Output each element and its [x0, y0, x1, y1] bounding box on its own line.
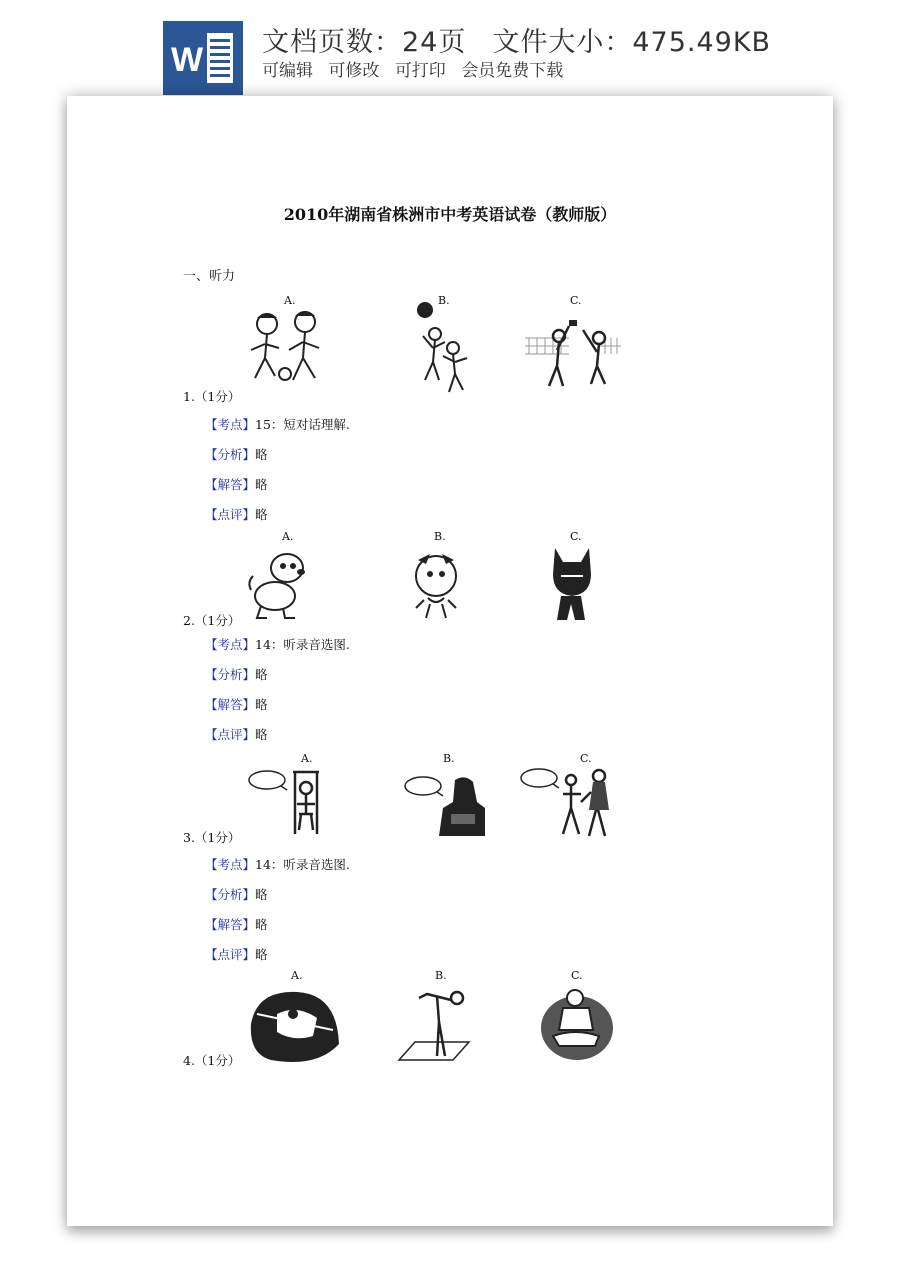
item-text: 15：短对话理解. [255, 417, 350, 432]
option-label-a: A. [301, 752, 313, 765]
option-label-c: C. [570, 530, 582, 543]
item-text: 略 [255, 947, 268, 962]
option-label-a: A. [291, 969, 303, 982]
item-text: 略 [255, 507, 268, 522]
item-text: 略 [255, 667, 268, 682]
item-label: 【考点】 [205, 637, 256, 652]
picture-sitting-person-icon [539, 984, 615, 1064]
download-banner [0, 0, 900, 100]
picture-people-walking-icon [519, 766, 619, 840]
picture-wolf-icon [545, 544, 599, 624]
picture-person-swing-icon [247, 768, 337, 838]
item-label: 【考点】 [205, 417, 256, 432]
item-label: 【分析】 [205, 887, 256, 902]
item-text: 略 [255, 447, 268, 462]
item-text: 略 [255, 477, 268, 492]
analysis-item [205, 725, 268, 743]
svg-text:W: W [171, 41, 204, 79]
item-text: 略 [255, 727, 268, 742]
option-label-b: B. [434, 530, 446, 543]
option-label-c: C. [570, 294, 582, 307]
picture-dog-icon [247, 546, 311, 622]
feature-list [262, 56, 573, 81]
option-label-a: A. [284, 294, 296, 307]
item-label: 【解答】 [205, 917, 256, 932]
feature-modifiable: 可修改 [328, 61, 380, 81]
analysis-item [205, 665, 268, 683]
feature-printable: 可打印 [394, 61, 446, 81]
question-number: 2.（1分） [183, 613, 241, 628]
question-number: 3.（1分） [183, 830, 241, 845]
document-page [67, 96, 833, 1226]
picture-kids-playing-icon [245, 308, 331, 388]
item-label: 【点评】 [205, 947, 256, 962]
item-label: 【点评】 [205, 507, 256, 522]
analysis-item [205, 945, 268, 963]
section-heading: 一、听力 [183, 269, 236, 284]
item-text: 略 [255, 887, 268, 902]
item-label: 【考点】 [205, 857, 256, 872]
item-label: 【解答】 [205, 477, 256, 492]
option-label-a: A. [282, 530, 294, 543]
picture-sheep-icon [410, 548, 462, 620]
item-label: 【解答】 [205, 697, 256, 712]
question-number: 1.（1分） [183, 389, 241, 404]
page-title: 2010年湖南省株洲市中考英语试卷（教师版） [283, 205, 617, 224]
option-label-b: B. [438, 294, 450, 307]
picture-volleyball-net-icon [525, 316, 621, 396]
word-doc-icon [163, 21, 243, 95]
analysis-item [205, 635, 350, 653]
file-info [262, 20, 771, 59]
analysis-item [205, 695, 268, 713]
option-label-b: B. [443, 752, 455, 765]
item-label: 【点评】 [205, 727, 256, 742]
analysis-item [205, 855, 350, 873]
question-number: 4.（1分） [183, 1053, 241, 1068]
analysis-item [205, 475, 268, 493]
analysis-item [205, 915, 268, 933]
item-text: 略 [255, 697, 268, 712]
picture-rowing-boat-icon [247, 984, 343, 1066]
page-count: 文档页数：24页 [262, 27, 467, 58]
item-label: 【分析】 [205, 667, 256, 682]
item-text: 14：听录音选图. [255, 857, 350, 872]
option-label-b: B. [435, 969, 447, 982]
analysis-item [205, 445, 268, 463]
picture-person-reading-icon [403, 774, 489, 838]
item-text: 14：听录音选图. [255, 637, 350, 652]
option-label-c: C. [580, 752, 592, 765]
picture-volleyball-icon [413, 296, 477, 396]
item-text: 略 [255, 917, 268, 932]
item-label: 【分析】 [205, 447, 256, 462]
feature-free-download: 会员免费下载 [461, 61, 564, 81]
analysis-item [205, 885, 268, 903]
file-size: 文件大小：475.49KB [492, 27, 772, 58]
analysis-item [205, 415, 350, 433]
picture-diver-icon [397, 986, 473, 1062]
option-label-c: C. [571, 969, 583, 982]
analysis-item [205, 505, 268, 523]
feature-editable: 可编辑 [262, 61, 313, 81]
